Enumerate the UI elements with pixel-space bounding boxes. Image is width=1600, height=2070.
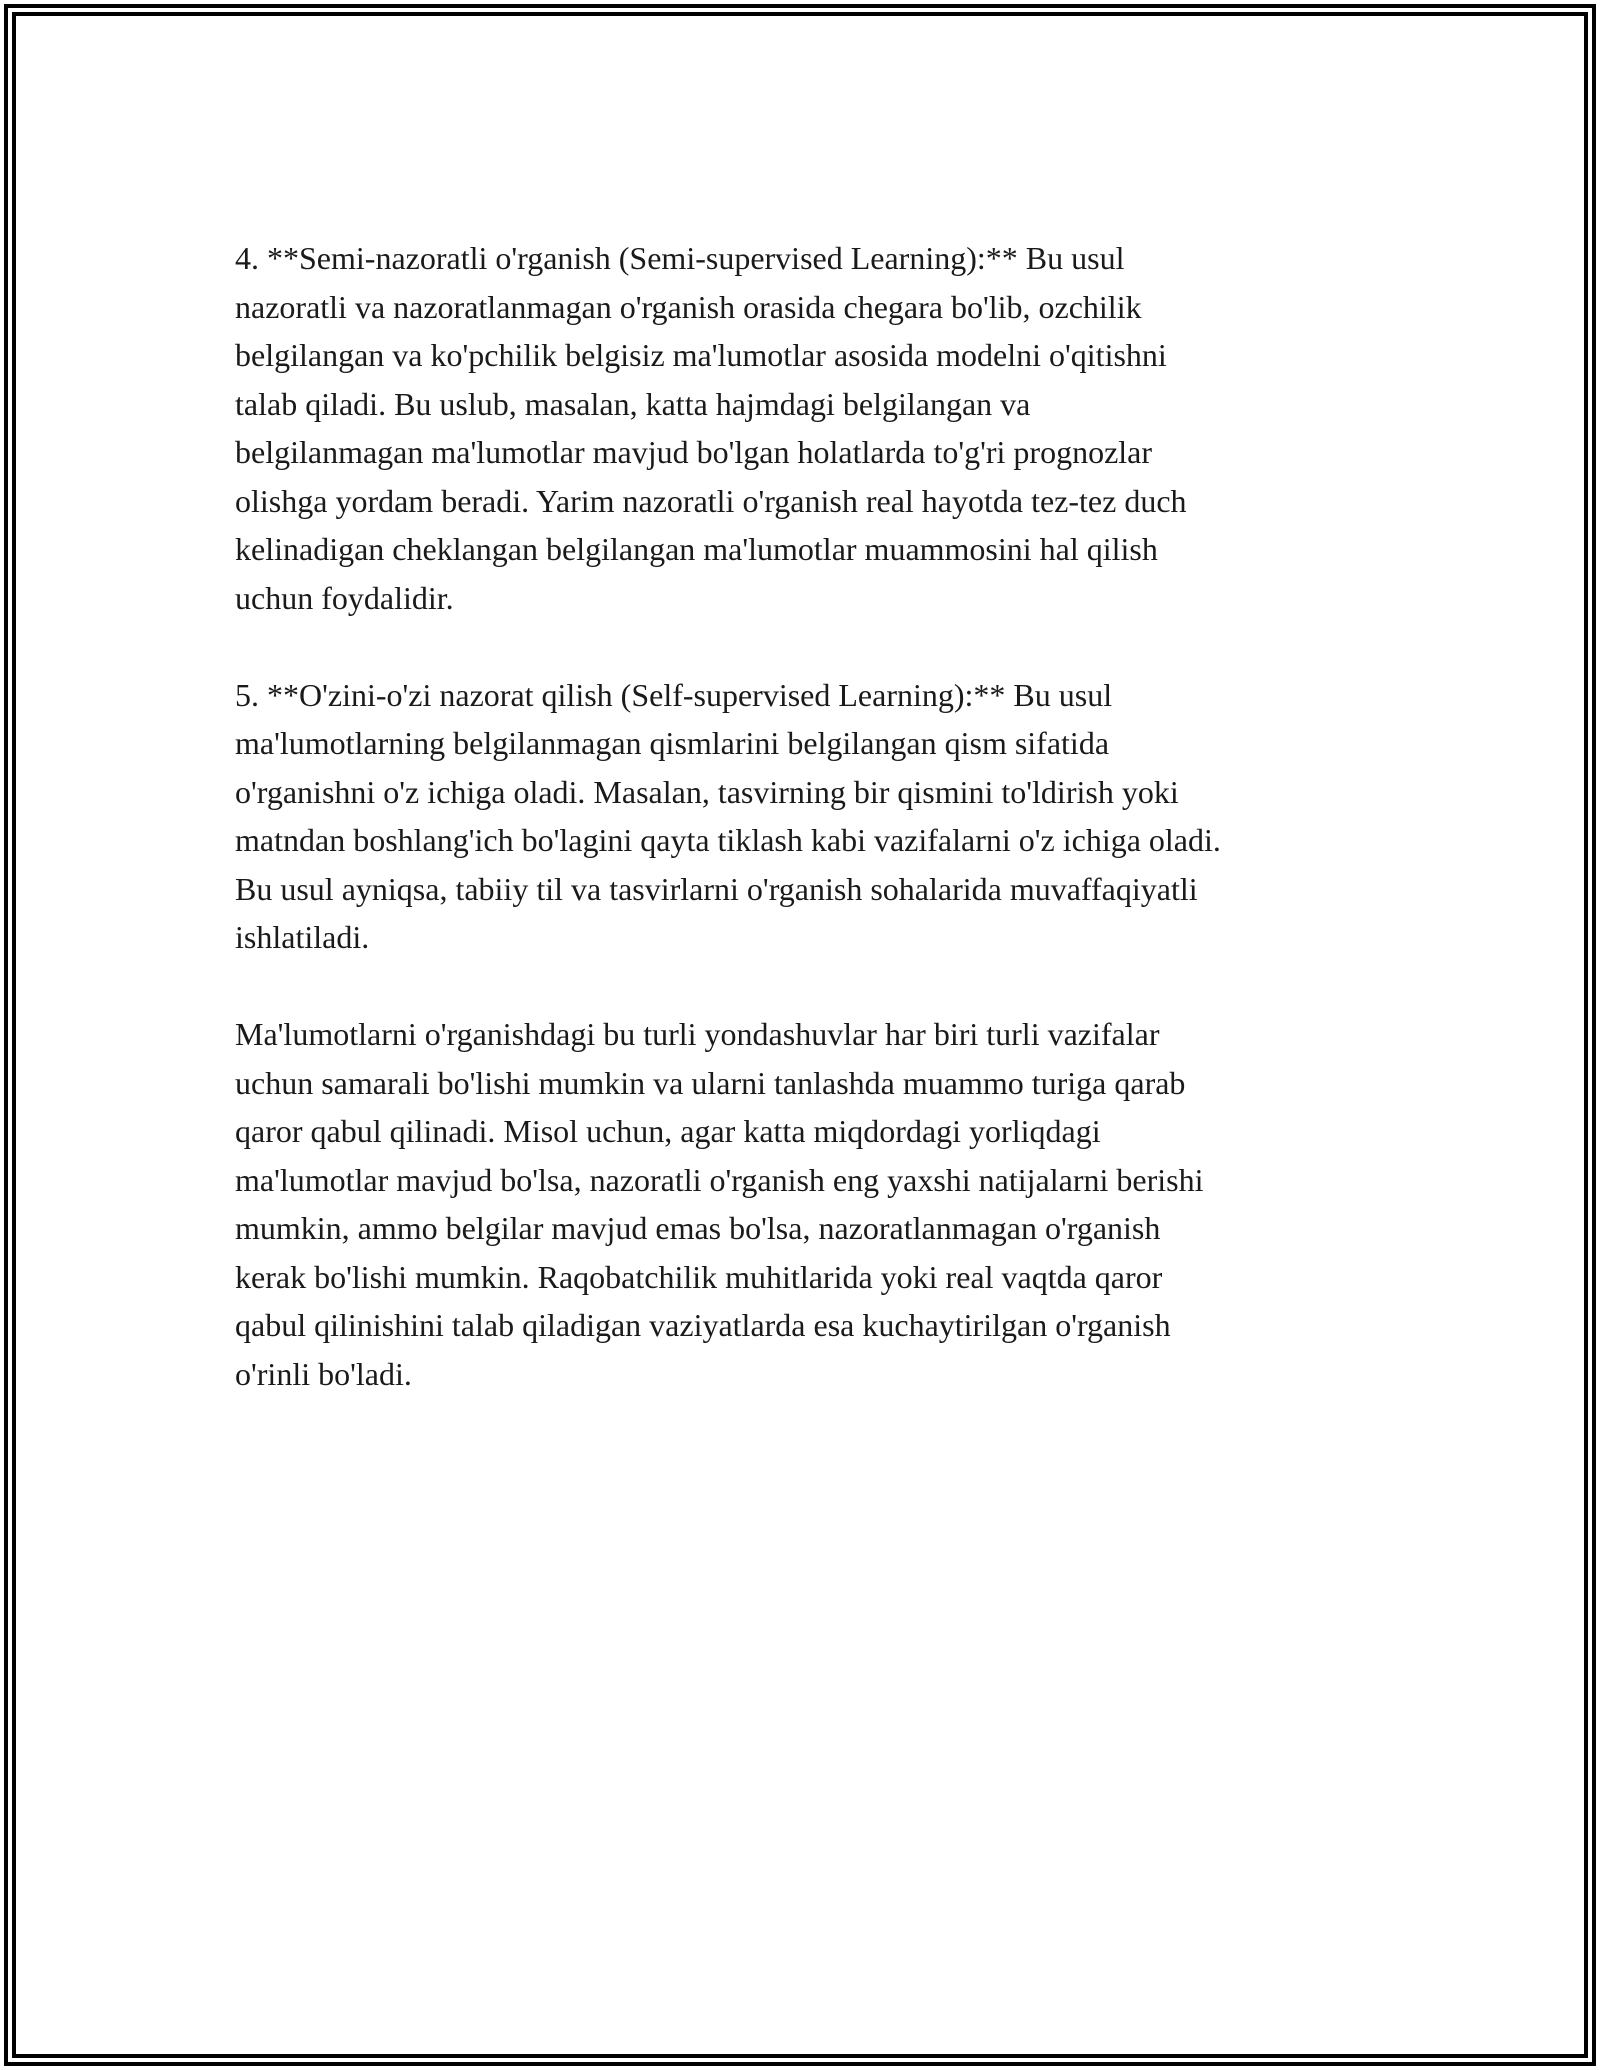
- text-line: 4. **Semi-nazoratli o'rganish (Semi-supervised Learning):** Bu usul: [235, 240, 1125, 276]
- text-line: ma'lumotlarning belgilanmagan qismlarini belgilangan qism sifatida: [235, 725, 1110, 761]
- text-line: matndan boshlang'ich bo'lagini qayta tiklash kabi vazifalarni o'z ichiga oladi.: [235, 822, 1221, 858]
- text-line: Bu usul ayniqsa, tabiiy til va tasvirlarni o'rganish sohalarida muvaffaqiyatli: [235, 870, 1198, 907]
- text-line: mumkin, ammo belgilar mavjud emas bo'lsa, nazoratlanmagan o'rganish: [235, 1210, 1161, 1246]
- text-line: 5. **O'zini-o'zi nazorat qilish (Self-supervised Learning):** Bu usul: [235, 676, 1113, 713]
- text-line: uchun samarali bo'lishi mumkin va ularni tanlashda muammo turiga qarab: [235, 1064, 1186, 1101]
- paragraph-semi-supervised: [235, 234, 1375, 622]
- text-line: belgilanmagan ma'lumotlar mavjud bo'lgan holatlarda to'g'ri prognozlar: [235, 434, 1153, 470]
- document-body: [235, 234, 1375, 1447]
- text-line: nazoratli va nazoratlanmagan o'rganish orasida chegara bo'lib, ozchilik: [235, 288, 1142, 325]
- text-line: qaror qabul qilinadi. Misol uchun, agar katta miqdordagi yorliqdagi: [235, 1113, 1101, 1149]
- text-line: o'rganishni o'z ichiga oladi. Masalan, tasvirning bir qismini to'ldirish yoki: [235, 773, 1179, 810]
- text-line: kerak bo'lishi mumkin. Raqobatchilik muhitlarida yoki real vaqtda qaror: [235, 1258, 1163, 1295]
- text-line: talab qiladi. Bu uslub, masalan, katta hajmdagi belgilangan va: [235, 385, 1031, 422]
- text-line: Ma'lumotlarni o'rganishdagi bu turli yondashuvlar har biri turli vazifalar: [235, 1016, 1160, 1052]
- text-line: qabul qilinishini talab qiladigan vaziyatlarda esa kuchaytirilgan o'rganish: [235, 1307, 1171, 1343]
- text-line: olishga yordam beradi. Yarim nazoratli o'rganish real hayotda tez-tez duch: [235, 482, 1187, 519]
- paragraph-self-supervised: [235, 671, 1375, 962]
- text-line: o'rinli bo'ladi.: [235, 1355, 412, 1392]
- paragraph-summary: [235, 1010, 1375, 1398]
- text-line: ma'lumotlar mavjud bo'lsa, nazoratli o'rganish eng yaxshi natijalarni berishi: [235, 1161, 1204, 1198]
- text-line: belgilangan va ko'pchilik belgisiz ma'lumotlar asosida modelni o'qitishni: [235, 337, 1167, 373]
- text-line: kelinadigan cheklangan belgilangan ma'lumotlar muammosini hal qilish: [235, 531, 1158, 567]
- text-line: ishlatiladi.: [235, 919, 370, 955]
- text-line: uchun foydalidir.: [235, 579, 454, 616]
